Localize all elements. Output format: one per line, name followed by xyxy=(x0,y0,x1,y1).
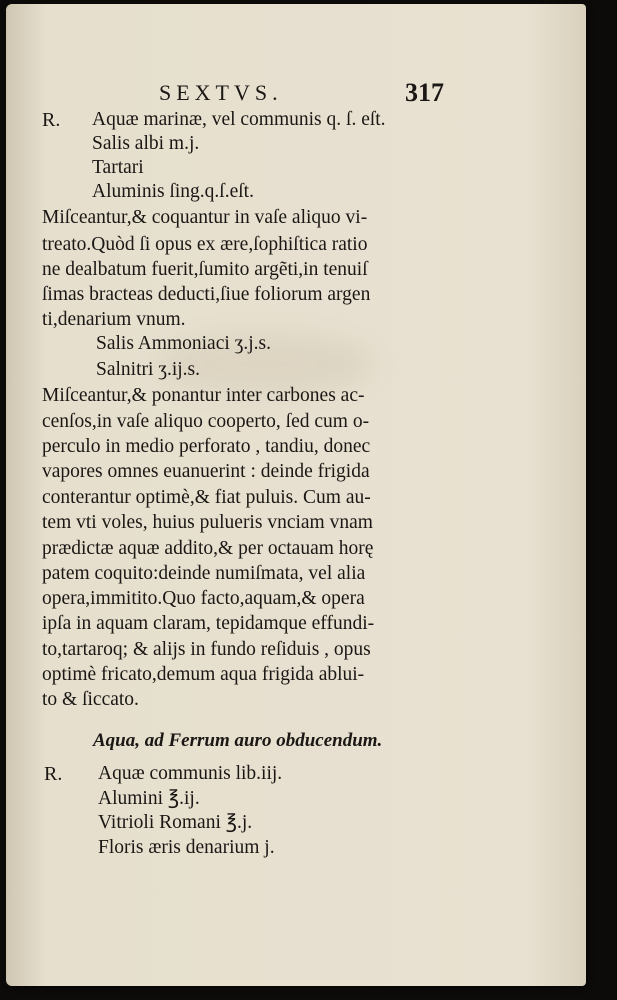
body-line: conterantur optimè,& fiat puluis. Cum au- xyxy=(42,487,371,508)
body-line: to & ſiccato. xyxy=(42,689,139,710)
body-line: to,tartaroq; & alijs in fundo reſiduis , opus xyxy=(42,639,371,660)
body-line: opera,immitito.Quo facto,aquam,& opera xyxy=(42,588,365,609)
body-line: ipſa in aquam claram, tepidamque effundi- xyxy=(42,613,375,634)
ingredient-line: Floris æris denarium j. xyxy=(98,837,275,858)
ingredient-line: Vitrioli Romani ℥.j. xyxy=(98,812,253,833)
body-line: ti,denarium vnum. xyxy=(42,309,186,330)
running-title: SEXTVS. xyxy=(159,80,283,105)
body-line: ſimas bracteas deducti,ſiue foliorum argen xyxy=(42,284,371,305)
ingredient-line: Alumini ℥.ij. xyxy=(98,788,200,809)
body-line: patem coquito:deinde numiſmata, vel alia xyxy=(42,563,366,584)
ingredient-line: Aquæ marinæ, vel communis q. ſ. eſt. xyxy=(92,109,386,130)
body-line: vapores omnes euanuerint : deinde frigida xyxy=(42,461,370,482)
ingredient-line: Salnitri ʒ.ij.s. xyxy=(96,359,200,380)
body-line: tem vti voles, huius pulueris vnciam vnam xyxy=(42,512,373,533)
ingredient-line: Salis albi m.j. xyxy=(92,133,200,154)
ingredient-line: Salis Ammoniaci ʒ.j.s. xyxy=(96,333,271,354)
ingredient-line: Tartari xyxy=(92,157,144,178)
recipe-marker: R. xyxy=(44,763,63,785)
body-line: perculo in medio perforato , tandiu, donec xyxy=(42,436,371,457)
body-line: Miſceantur,& ponantur inter carbones ac- xyxy=(42,385,365,406)
ingredient-line: Aluminis ſing.q.ſ.eſt. xyxy=(92,181,254,202)
body-line: Miſceantur,& coquantur in vaſe aliquo vi- xyxy=(42,207,368,228)
body-line: optimè fricato,demum aqua frigida ablui- xyxy=(42,664,365,685)
body-line: prædictæ aquæ addito,& per octauam horę xyxy=(42,538,374,559)
recipe-marker: R. xyxy=(42,109,61,131)
body-line: treato.Quòd ſi opus ex ære,ſophiſtica ratio xyxy=(42,234,368,255)
body-line: ne dealbatum fuerit,ſumito argẽti,in tenuiſ xyxy=(42,259,368,280)
page-number: 317 xyxy=(405,78,444,107)
body-line: cenſos,in vaſe aliquo cooperto, ſed cum o- xyxy=(42,411,370,432)
ingredient-line: Aquæ communis lib.iij. xyxy=(98,763,283,784)
section-heading: Aqua, ad Ferrum auro obducendum. xyxy=(93,730,383,751)
